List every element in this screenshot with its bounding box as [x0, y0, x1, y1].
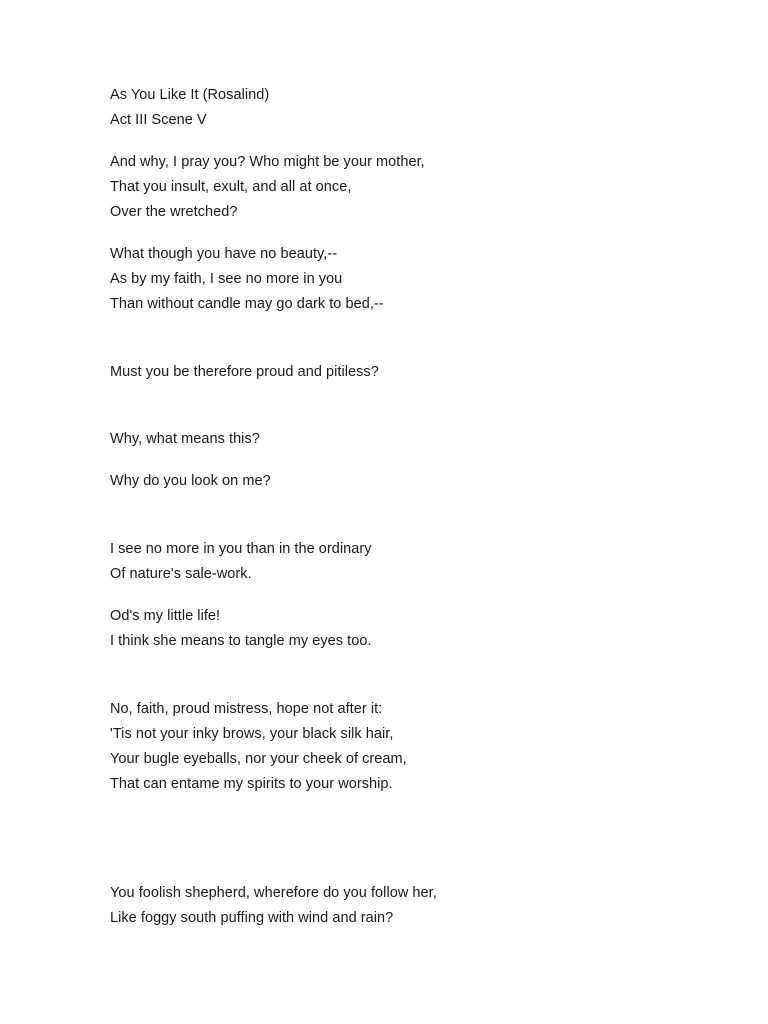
verse-line: Over the wretched? — [110, 204, 238, 220]
verse-line: I see no more in you than in the ordinary — [110, 541, 372, 557]
verse-line: Than without candle may go dark to bed,-- — [110, 296, 384, 312]
verse-line: Od's my little life! — [110, 608, 221, 624]
verse-line: As by my faith, I see no more in you — [110, 271, 343, 287]
document-subtitle: Act III Scene V — [110, 112, 207, 128]
verse-line: And why, I pray you? Who might be your mother, — [110, 154, 425, 170]
verse-line: Of nature's sale-work. — [110, 566, 252, 582]
verse-line: You foolish shepherd, wherefore do you follow her, — [110, 885, 437, 901]
verse-line: What though you have no beauty,-- — [110, 246, 338, 262]
verse-line: That can entame my spirits to your worship. — [110, 776, 393, 792]
verse-line: Why, what means this? — [110, 431, 260, 447]
verse-line: Like foggy south puffing with wind and rain? — [110, 910, 394, 926]
document-title: As You Like It (Rosalind) — [110, 87, 270, 103]
verse-line: 'Tis not your inky brows, your black silk hair, — [110, 726, 394, 742]
verse-line: Why do you look on me? — [110, 473, 271, 489]
verse-line: I think she means to tangle my eyes too. — [110, 633, 372, 649]
verse-line: No, faith, proud mistress, hope not after it: — [110, 701, 383, 717]
verse-line: Your bugle eyeballs, nor your cheek of cream, — [110, 751, 407, 767]
verse-line: That you insult, exult, and all at once, — [110, 179, 352, 195]
verse-line: Must you be therefore proud and pitiless? — [110, 364, 379, 380]
